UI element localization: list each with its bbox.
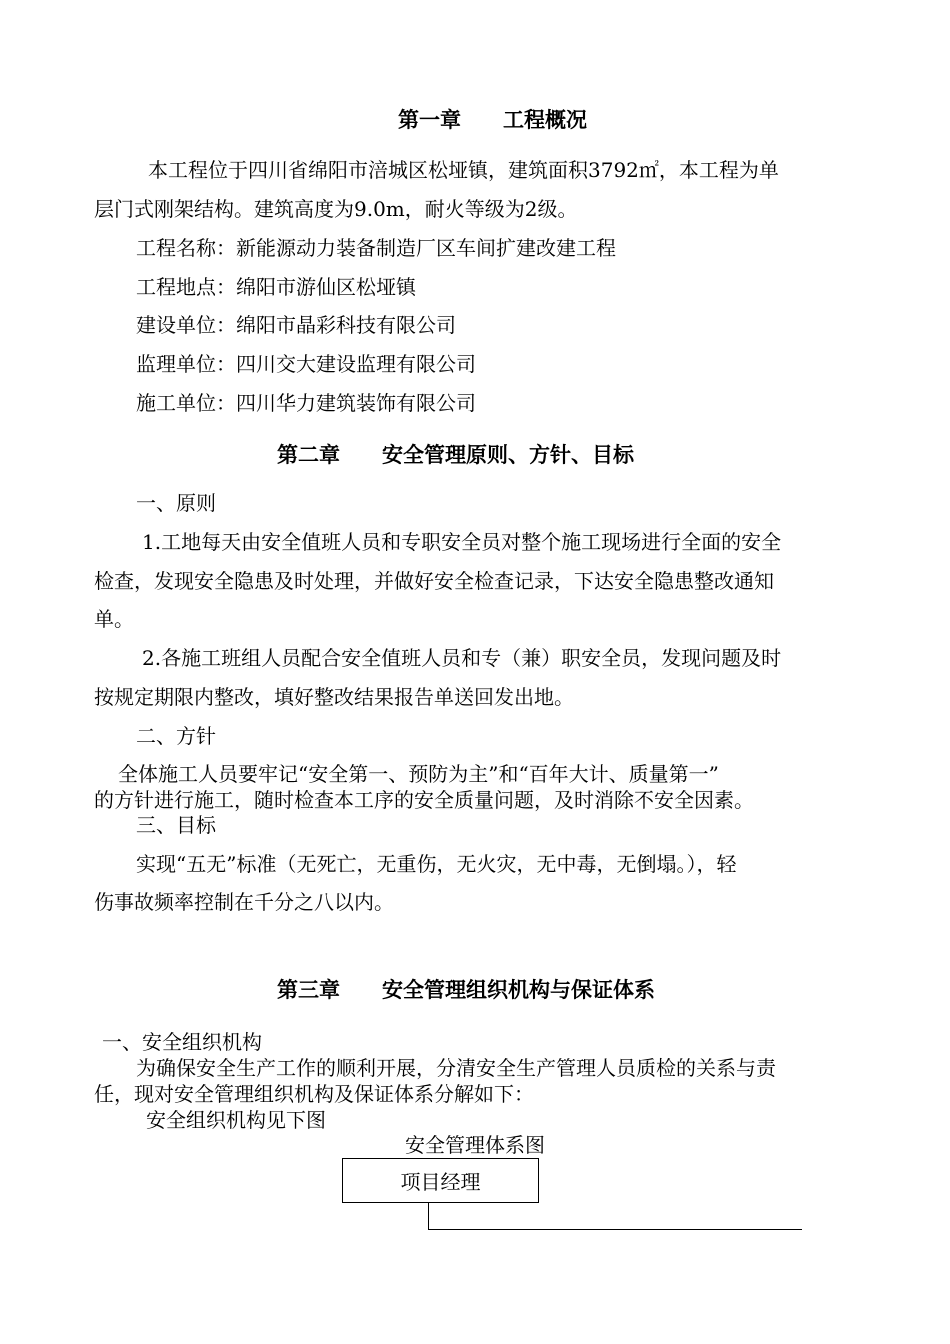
policy-line2: 的方针进行施工，随时检查本工序的安全质量问题，及时消除不安全因素。 — [94, 788, 754, 812]
chapter1-intro-line1: 本工程位于四川省绵阳市涪城区松垭镇，建筑面积3792㎡，本工程为单 — [148, 158, 779, 182]
chapter2-title: 第二章 安全管理原则、方针、目标 — [277, 443, 634, 467]
org-line1: 为确保安全生产工作的顺利开展，分清安全生产管理人员质检的关系与责 — [136, 1056, 776, 1080]
principle-2-line2: 按规定期限内整改，填好整改结果报告单送回发出地。 — [94, 685, 574, 709]
contractor-unit: 施工单位：四川华力建筑装饰有限公司 — [136, 391, 476, 415]
diagram-connector-horizontal — [428, 1229, 802, 1230]
chapter1-intro-line2: 层门式刚架结构。建筑高度为9.0m，耐火等级为2级。 — [94, 197, 578, 221]
project-manager-label: 项目经理 — [400, 1170, 481, 1194]
project-name: 工程名称：新能源动力装备制造厂区车间扩建改建工程 — [136, 236, 616, 260]
principle-1-line3: 单。 — [94, 607, 134, 631]
goal-heading: 三、目标 — [136, 813, 216, 837]
project-location: 工程地点：绵阳市游仙区松垭镇 — [136, 275, 416, 299]
principle-heading: 一、原则 — [136, 491, 216, 515]
project-manager-box — [342, 1158, 539, 1203]
chapter1-title: 第一章 工程概况 — [398, 108, 587, 132]
policy-line1: 全体施工人员要牢记“安全第一、预防为主”和“百年大计、质量第一” — [118, 762, 719, 786]
goal-line1: 实现“五无”标准（无死亡，无重伤，无火灾，无中毒，无倒塌。），轻 — [136, 852, 737, 876]
principle-1-line2: 检查，发现安全隐患及时处理，并做好安全检查记录，下达安全隐患整改通知 — [94, 569, 774, 593]
owner-unit: 建设单位：绵阳市晶彩科技有限公司 — [136, 313, 456, 337]
chapter3-title: 第三章 安全管理组织机构与保证体系 — [277, 978, 655, 1002]
org-heading: 一、安全组织机构 — [102, 1030, 262, 1054]
principle-2-line1: 2.各施工班组人员配合安全值班人员和专（兼）职安全员，发现问题及时 — [142, 646, 782, 670]
org-line2: 任，现对安全管理组织机构及保证体系分解如下： — [94, 1082, 534, 1106]
supervisor-unit: 监理单位：四川交大建设监理有限公司 — [136, 352, 476, 376]
diagram-connector-vertical — [428, 1203, 429, 1230]
org-see-diagram: 安全组织机构见下图 — [146, 1108, 326, 1132]
goal-line2: 伤事故频率控制在千分之八以内。 — [94, 890, 394, 914]
policy-heading: 二、方针 — [136, 724, 216, 748]
diagram-title: 安全管理体系图 — [405, 1133, 545, 1157]
principle-1-line1: 1.工地每天由安全值班人员和专职安全员对整个施工现场进行全面的安全 — [142, 530, 782, 554]
